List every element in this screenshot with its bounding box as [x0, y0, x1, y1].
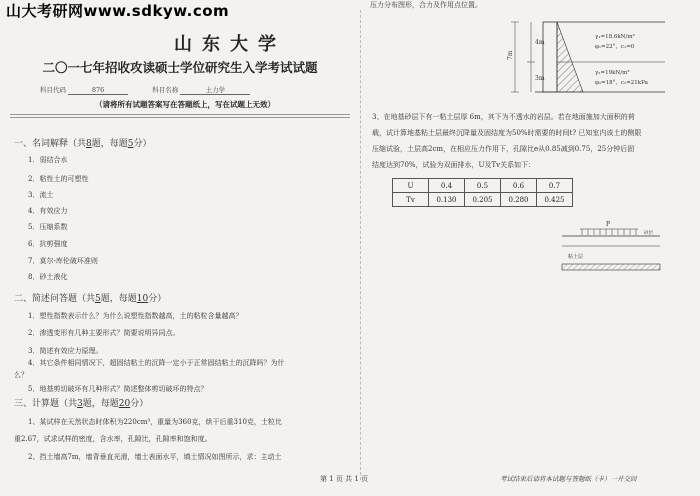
table-row: [393, 193, 573, 207]
s2-item: 3．简述有效应力原理。: [28, 347, 103, 355]
q3-line4: 结度达到70%，试验为双面排水，U及Tv关系如下：: [372, 161, 536, 169]
code-value: 876: [68, 86, 128, 95]
footer-note: 考试结束后请将本试题与答题纸（卡）一并交回: [500, 475, 637, 483]
table-cell: 0.130: [429, 193, 465, 207]
table-cell: 0.5: [465, 179, 501, 193]
s1-item: 3．流土: [28, 191, 54, 199]
soil-layer-figure: [560, 220, 670, 280]
load-arrows: [580, 229, 638, 235]
table-cell: 0.205: [465, 193, 501, 207]
fold-line: [360, 10, 362, 480]
layer2-line2: φ₂=18°，c₂=21kPa: [595, 80, 648, 86]
layer1-line1: γ₁=18.6kN/m³: [595, 34, 635, 40]
pressure-diagram: [557, 22, 583, 92]
s2-item: 1．塑性指数表示什么？为什么说塑性指数越高，土的粘粒含量越高？: [28, 312, 243, 320]
clay-label: 粘土层: [568, 254, 584, 260]
q3-line2: 载，试计算地基粘土层最终沉降量及固结度为50%时需要的时间t? 已知室内该土的侧限: [372, 129, 642, 137]
subject-info: [40, 85, 250, 95]
s1-item: 7．莫尔-库伦破坏准则: [28, 257, 98, 265]
table-cell: Tv: [393, 193, 429, 207]
q3-line1: 3、在地基砂层下有一粘土层厚 6m，其下为不透水的岩层。若在地面施加大面积的荷: [372, 113, 635, 121]
code-label: 科目代码: [40, 86, 66, 94]
layer1-line2: φ₁=22°，c₁=0: [595, 44, 635, 50]
table-cell: U: [393, 179, 429, 193]
university-title: 山东大学: [174, 34, 286, 55]
table-cell: 0.6: [501, 179, 537, 193]
exam-title: 二〇一七年招收攻读硕士学位研究生入学考试试题: [42, 60, 318, 75]
upper-height-label: 4m: [535, 39, 545, 46]
lower-height-label: 3m: [535, 75, 545, 82]
u-tv-table: [392, 178, 573, 207]
notice: （请将所有试题答案写在答题纸上，写在试题上无效）: [95, 100, 275, 109]
s1-item: 2．粘性土的可塑性: [28, 175, 89, 183]
table-row: [393, 179, 573, 193]
sand-label: 砂层: [644, 231, 653, 236]
s2-item: 2．渗透变形有几种主要形式？简要说明异同点。: [28, 329, 180, 337]
section3-heading: 三、计算题（共3题，每题20分）: [14, 399, 149, 409]
total-height-label: 7m: [507, 50, 514, 60]
section1-heading: 一、名词解释（共8题，每题5分）: [14, 139, 152, 149]
table-cell: 0.4: [429, 179, 465, 193]
s1-item: 8．砂土液化: [28, 273, 68, 281]
s1-item: 4．有效应力: [28, 207, 68, 215]
layer2-line1: γ₂=19kN/m³: [595, 70, 630, 76]
s1-item: 1．弱结合水: [28, 156, 68, 164]
retaining-wall-figure: [505, 18, 670, 96]
table-cell: 0.425: [537, 193, 573, 207]
s3-q2-line1: 2、挡土墙高7m，墙背垂直光滑，墙土表面水平，填土情况如图所示，求：主动土: [28, 453, 282, 461]
s2-item: 么？: [14, 371, 28, 379]
page-number: 第 1 页 共 1 页: [320, 475, 369, 483]
load-label: P: [606, 221, 611, 228]
s2-item: 4．其它条件相同情况下，超固结粘土的沉降一定小于正常固结粘土的沉降吗？为什: [28, 359, 285, 367]
bedrock: [562, 264, 660, 270]
s1-item: 5．压缩系数: [28, 223, 68, 231]
q3-line3: 压缩试验，土层高2cm，在相应压力作用下，孔隙比e从0.85减到0.75，25分钟后固: [372, 145, 635, 153]
divider-1: [10, 114, 350, 115]
divider-2: [10, 117, 350, 118]
table-cell: 0.280: [501, 193, 537, 207]
wall: [543, 22, 557, 92]
section2-heading: 二、简述问答题（共5题，每题10分）: [14, 294, 167, 304]
watermark: 山大考研网www.sdkyw.com: [6, 2, 230, 20]
s3-q1-line1: 1、某试样在天然状态时体积为220cm³，重量为360克，烘干后重310克，土粒比: [28, 418, 282, 426]
q2-continuation: 压力分布图形，合力及作用点位置。: [370, 1, 482, 9]
s2-item: 5．地基剪切破坏有几种形式？简述整体剪切破坏的特点？: [28, 385, 208, 393]
s3-q1-line2: 重2.67，试求试样的密度，含水率，孔隙比，孔隙率和饱和度。: [14, 435, 212, 443]
table-cell: 0.7: [537, 179, 573, 193]
s1-item: 6．抗剪强度: [28, 240, 68, 248]
subject-label: 科目名称: [152, 86, 179, 94]
subject-value: 土力学: [180, 85, 250, 95]
